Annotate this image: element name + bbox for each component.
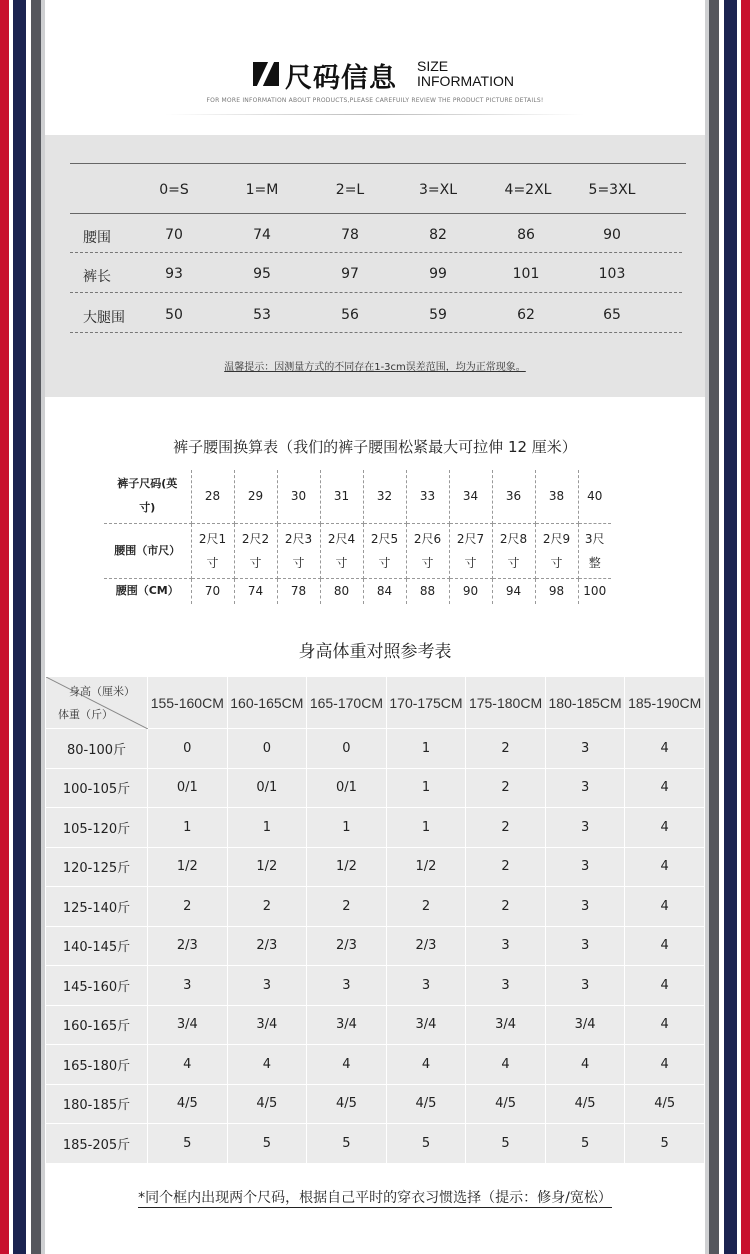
table-cell: 38 xyxy=(535,470,578,523)
row-label: 125-140斤 xyxy=(46,887,148,927)
table-cell: 2 xyxy=(227,887,307,927)
column-header: 165-170CM xyxy=(307,677,387,729)
column-header: 175-180CM xyxy=(466,677,546,729)
table-row xyxy=(46,808,705,848)
left-stripe-red xyxy=(0,0,9,1254)
table-cell xyxy=(578,523,611,578)
row-label: 185-205斤 xyxy=(46,1124,148,1164)
table-cell: 2/3 xyxy=(148,926,228,966)
table-cell: 50 xyxy=(165,307,183,323)
table-cell: 4 xyxy=(545,1045,625,1085)
cell-line: 2尺7 xyxy=(456,531,485,546)
row-divider xyxy=(70,292,682,293)
row-divider xyxy=(70,252,682,253)
table-cell: 4 xyxy=(625,966,705,1006)
table-cell: 4 xyxy=(625,887,705,927)
table-row xyxy=(104,470,611,523)
table-row xyxy=(46,1005,705,1045)
table-cell: 0 xyxy=(227,729,307,769)
table-cell: 34 xyxy=(449,470,492,523)
table-cell: 5 xyxy=(386,1124,466,1164)
cell-line: 2尺5 xyxy=(370,531,399,546)
table-cell: 0/1 xyxy=(148,768,228,808)
column-header: 1=M xyxy=(245,182,279,198)
column-header: 3=XL xyxy=(418,182,458,198)
row-label: 165-180斤 xyxy=(46,1045,148,1085)
table-cell: 78 xyxy=(277,578,320,604)
table-cell: 70 xyxy=(165,227,183,243)
table-cell: 3 xyxy=(545,966,625,1006)
table-row xyxy=(46,926,705,966)
table-cell: 4 xyxy=(227,1045,307,1085)
table-cell: 4 xyxy=(625,1045,705,1085)
table-cell: 62 xyxy=(517,307,535,323)
table-cell: 3/4 xyxy=(307,1005,387,1045)
table-cell: 3/4 xyxy=(545,1005,625,1045)
table-cell xyxy=(449,523,492,578)
left-stripe-gray xyxy=(31,0,41,1254)
page-title: 尺码信息 xyxy=(285,63,397,94)
table-cell: 80 xyxy=(320,578,363,604)
table-cell: 5 xyxy=(625,1124,705,1164)
row-label-thigh: 大腿围 xyxy=(83,310,125,326)
table-cell: 4/5 xyxy=(227,1084,307,1124)
column-header: 4=2XL xyxy=(504,182,552,198)
table-cell: 90 xyxy=(603,227,621,243)
row-label: 180-185斤 xyxy=(46,1084,148,1124)
table-cell xyxy=(535,523,578,578)
page-title-en xyxy=(417,59,514,89)
right-stripe-red xyxy=(741,0,750,1254)
row-label: 105-120斤 xyxy=(46,808,148,848)
table-row xyxy=(46,768,705,808)
table-cell xyxy=(363,523,406,578)
table-cell xyxy=(277,523,320,578)
table-cell: 3 xyxy=(545,887,625,927)
column-header: 180-185CM xyxy=(545,677,625,729)
table-cell: 88 xyxy=(406,578,449,604)
table-cell: 4/5 xyxy=(307,1084,387,1124)
table-cell: 97 xyxy=(341,266,359,282)
cell-line: 2尺2 xyxy=(241,531,270,546)
table-cell: 2 xyxy=(148,887,228,927)
table-cell: 4 xyxy=(625,808,705,848)
right-stripe-gray xyxy=(709,0,719,1254)
table-cell: 4 xyxy=(625,768,705,808)
table-cell: 86 xyxy=(517,227,535,243)
table-cell xyxy=(234,523,277,578)
table-cell: 2 xyxy=(466,808,546,848)
right-stripe-navy xyxy=(724,0,737,1254)
table-cell: 98 xyxy=(535,578,578,604)
table-cell: 4 xyxy=(386,1045,466,1085)
cell-line: 2尺8 xyxy=(499,531,528,546)
cell-line: 2尺6 xyxy=(413,531,442,546)
table-cell: 4 xyxy=(148,1045,228,1085)
table-row xyxy=(46,729,705,769)
table-cell: 84 xyxy=(363,578,406,604)
cell-line: 寸 xyxy=(292,555,305,570)
table-cell: 3 xyxy=(545,729,625,769)
row-label-shichi: 腰围（市尺） xyxy=(104,523,191,578)
table-row xyxy=(46,1084,705,1124)
table-cell: 4 xyxy=(466,1045,546,1085)
column-header: 155-160CM xyxy=(148,677,228,729)
table-cell: 78 xyxy=(341,227,359,243)
table-cell: 3/4 xyxy=(386,1005,466,1045)
cell-line: 2尺1 xyxy=(198,531,227,546)
table-cell: 74 xyxy=(234,578,277,604)
column-header: 2=L xyxy=(335,182,365,198)
table-cell: 1/2 xyxy=(386,847,466,887)
table-top-rule xyxy=(70,163,686,164)
corner-weight-label: 体重（斤） xyxy=(58,709,113,721)
table-cell: 5 xyxy=(227,1124,307,1164)
table-row xyxy=(46,887,705,927)
table-header-rule xyxy=(70,213,686,214)
table-cell: 31 xyxy=(320,470,363,523)
column-header: 170-175CM xyxy=(386,677,466,729)
table-cell xyxy=(492,523,535,578)
table-cell: 2 xyxy=(466,847,546,887)
table-cell: 1 xyxy=(307,808,387,848)
footer-note-text: *同个框内出现两个尺码，根据自己平时的穿衣习惯选择（提示：修身/宽松） xyxy=(138,1190,612,1206)
column-header: 5=3XL xyxy=(588,182,636,198)
table-cell: 74 xyxy=(253,227,271,243)
table-cell: 3 xyxy=(386,966,466,1006)
table-cell: 3 xyxy=(545,926,625,966)
table-cell: 3 xyxy=(545,808,625,848)
column-header: 0=S xyxy=(159,182,189,198)
table-cell: 5 xyxy=(148,1124,228,1164)
table-cell xyxy=(406,523,449,578)
cell-line: 寸 xyxy=(421,555,434,570)
table-cell: 99 xyxy=(429,266,447,282)
cell-line: 寸 xyxy=(378,555,391,570)
page-content xyxy=(45,0,705,1254)
table-cell: 32 xyxy=(363,470,406,523)
table-cell: 0/1 xyxy=(227,768,307,808)
table-cell: 4/5 xyxy=(386,1084,466,1124)
left-stripe-navy xyxy=(13,0,26,1254)
table-cell: 1 xyxy=(227,808,307,848)
table-cell: 0 xyxy=(307,729,387,769)
table-cell: 2 xyxy=(307,887,387,927)
table-cell: 1/2 xyxy=(148,847,228,887)
waist-conversion-table xyxy=(104,470,611,604)
table-cell: 3 xyxy=(466,966,546,1006)
cell-line: 寸 xyxy=(464,555,477,570)
table-cell: 4/5 xyxy=(545,1084,625,1124)
table-cell: 94 xyxy=(492,578,535,604)
table-cell: 29 xyxy=(234,470,277,523)
table-cell: 5 xyxy=(307,1124,387,1164)
measurement-note-text: 温馨提示：因测量方式的不同存在1-3cm误差范围，均为正常现象。 xyxy=(224,362,526,373)
footer-note xyxy=(45,1187,705,1207)
table-cell: 2 xyxy=(466,768,546,808)
row-label: 160-165斤 xyxy=(46,1005,148,1045)
table-cell: 59 xyxy=(429,307,447,323)
cell-line: 2尺3 xyxy=(284,531,313,546)
table-row xyxy=(46,847,705,887)
table-cell: 1 xyxy=(148,808,228,848)
size-table xyxy=(45,135,705,397)
table-cell: 103 xyxy=(598,266,626,282)
table-row xyxy=(46,1124,705,1164)
row-divider xyxy=(70,332,682,333)
table-cell: 3/4 xyxy=(466,1005,546,1045)
table-cell: 2/3 xyxy=(307,926,387,966)
cell-line: 寸 xyxy=(335,555,348,570)
cell-line: 3尺 xyxy=(584,531,605,546)
cell-line: 整 xyxy=(588,555,601,570)
slash-logo-icon xyxy=(253,62,279,86)
title-en-line-2: INFORMATION xyxy=(417,73,514,89)
table-row xyxy=(46,966,705,1006)
table-cell: 1 xyxy=(386,808,466,848)
measurement-note xyxy=(45,358,705,373)
corner-height-label: 身高（厘米） xyxy=(69,686,135,698)
table-cell: 3 xyxy=(148,966,228,1006)
table-row xyxy=(46,1045,705,1085)
height-weight-table-title: 身高体重对照参考表 xyxy=(298,642,452,662)
table-cell: 2 xyxy=(386,887,466,927)
table-cell: 1 xyxy=(386,768,466,808)
cell-line: 寸 xyxy=(206,555,219,570)
table-cell: 5 xyxy=(466,1124,546,1164)
table-cell: 95 xyxy=(253,266,271,282)
table-cell: 0 xyxy=(148,729,228,769)
table-row xyxy=(104,523,611,578)
row-label-cm: 腰围（CM） xyxy=(104,578,191,604)
corner-cell xyxy=(46,677,148,729)
table-cell: 90 xyxy=(449,578,492,604)
row-label: 120-125斤 xyxy=(46,847,148,887)
table-cell: 70 xyxy=(191,578,234,604)
table-cell: 28 xyxy=(191,470,234,523)
cell-line: 2尺4 xyxy=(327,531,356,546)
cell-line: 寸 xyxy=(507,555,520,570)
table-cell: 2 xyxy=(466,729,546,769)
table-cell: 1 xyxy=(386,729,466,769)
table-cell: 30 xyxy=(277,470,320,523)
table-cell: 100 xyxy=(578,578,611,604)
table-header-row xyxy=(46,677,705,729)
table-cell: 4 xyxy=(307,1045,387,1085)
label-line: 寸) xyxy=(139,501,156,515)
table-cell: 2/3 xyxy=(227,926,307,966)
label-line: 裤子尺码(英 xyxy=(117,477,178,491)
height-weight-table xyxy=(45,676,705,1164)
table-cell: 93 xyxy=(165,266,183,282)
cell-line: 寸 xyxy=(550,555,563,570)
table-cell: 4/5 xyxy=(625,1084,705,1124)
table-cell: 101 xyxy=(512,266,540,282)
table-cell: 3 xyxy=(545,847,625,887)
table-cell: 3 xyxy=(307,966,387,1006)
table-cell: 4/5 xyxy=(466,1084,546,1124)
table-cell: 4 xyxy=(625,926,705,966)
table-cell xyxy=(191,523,234,578)
table-cell: 4/5 xyxy=(148,1084,228,1124)
table-cell: 4 xyxy=(625,729,705,769)
table-cell: 2 xyxy=(466,887,546,927)
column-header: 185-190CM xyxy=(625,677,705,729)
table-row xyxy=(104,578,611,604)
column-header: 160-165CM xyxy=(227,677,307,729)
table-cell: 56 xyxy=(341,307,359,323)
table-cell: 65 xyxy=(603,307,621,323)
table-cell: 0/1 xyxy=(307,768,387,808)
title-en-line-1: SIZE xyxy=(417,58,449,74)
table-cell: 82 xyxy=(429,227,447,243)
row-label: 100-105斤 xyxy=(46,768,148,808)
table-cell: 4 xyxy=(625,847,705,887)
table-cell: 53 xyxy=(253,307,271,323)
row-label: 145-160斤 xyxy=(46,966,148,1006)
row-label: 140-145斤 xyxy=(46,926,148,966)
row-label-length: 裤长 xyxy=(83,269,111,285)
table-cell: 3/4 xyxy=(227,1005,307,1045)
table-cell: 3/4 xyxy=(148,1005,228,1045)
table-cell: 2/3 xyxy=(386,926,466,966)
table-cell: 1/2 xyxy=(227,847,307,887)
table-cell: 40 xyxy=(578,470,611,523)
page-header xyxy=(45,0,705,135)
table-cell: 3 xyxy=(466,926,546,966)
table-cell xyxy=(320,523,363,578)
table-cell: 1/2 xyxy=(307,847,387,887)
table-cell: 33 xyxy=(406,470,449,523)
table-cell: 5 xyxy=(545,1124,625,1164)
cell-line: 寸 xyxy=(249,555,262,570)
row-label-inch-size xyxy=(104,470,191,523)
row-label-waist: 腰围 xyxy=(83,230,111,246)
waist-table-title: 裤子腰围换算表（我们的裤子腰围松紧最大可拉伸 12 厘米） xyxy=(173,438,577,456)
header-subtitle: FOR MORE INFORMATION ABOUT PRODUCTS,PLEASE CAREFUILY REVIEW THE PRODUCT PICTURE DETAILS! xyxy=(206,97,544,104)
row-label: 80-100斤 xyxy=(46,729,148,769)
cell-line: 2尺9 xyxy=(542,531,571,546)
table-cell: 4 xyxy=(625,1005,705,1045)
table-cell: 36 xyxy=(492,470,535,523)
header-divider xyxy=(165,114,585,115)
table-cell: 3 xyxy=(227,966,307,1006)
table-cell: 3 xyxy=(545,768,625,808)
